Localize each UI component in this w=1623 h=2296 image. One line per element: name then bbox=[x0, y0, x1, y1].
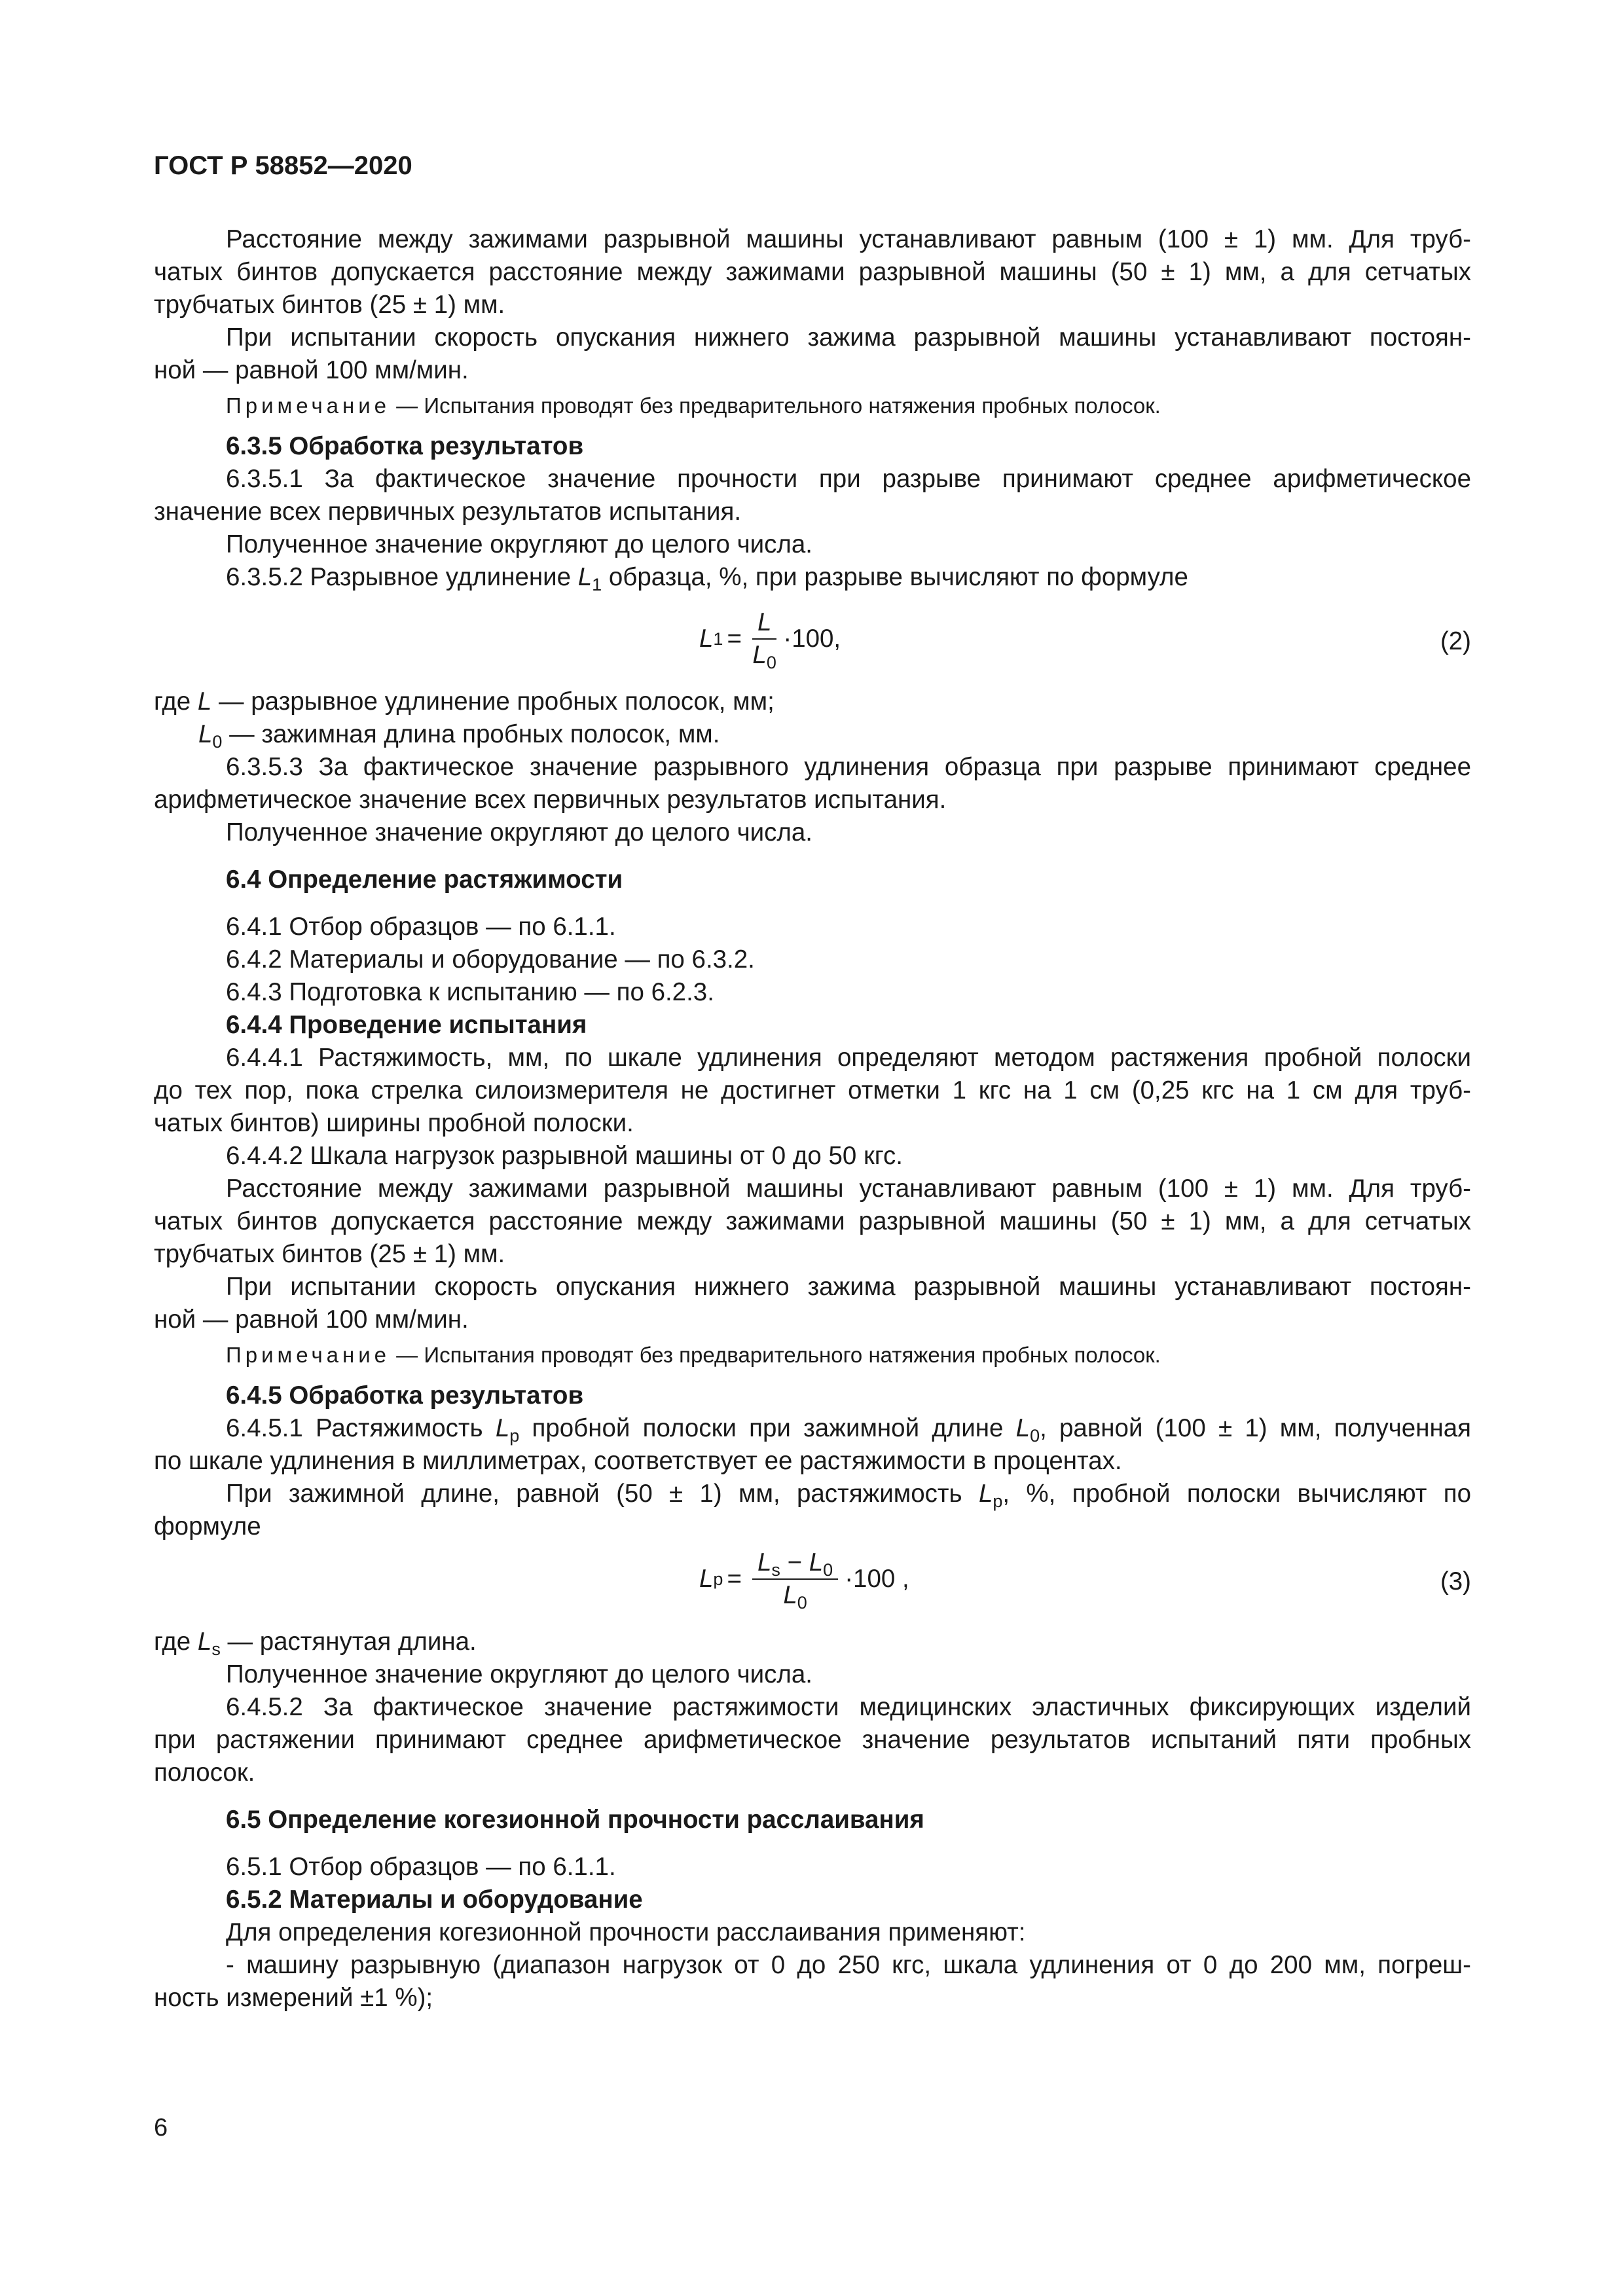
section-heading: 6.3.5 Обработка результатов bbox=[226, 432, 584, 460]
equals-sign: = bbox=[727, 1565, 742, 1593]
paragraph: полосок. bbox=[154, 1758, 255, 1787]
section-heading: 6.4.5 Обработка результатов bbox=[226, 1381, 584, 1410]
paragraph: При испытании скорость опускания нижнего зажима разрывной машины устанавливают постоян- bbox=[226, 323, 1471, 352]
paragraph: ной — равной 100 мм/мин. bbox=[154, 1305, 469, 1334]
note bbox=[154, 1339, 1471, 1372]
text-run: , %, пробной полоски вычисляют по bbox=[1002, 1480, 1471, 1508]
text-run: образца, %, при разрыве вычисляют по формуле bbox=[602, 563, 1188, 591]
paragraph: чатых бинтов допускается расстояние между зажимами разрывной машины (50 ± 1) мм, а для сетчатых bbox=[154, 258, 1471, 286]
formula-symbol: L bbox=[752, 641, 767, 669]
document-header: ГОСТ Р 58852—2020 bbox=[154, 151, 412, 180]
paragraph: Расстояние между зажимами разрывной машины устанавливают равным (100 ± 1) мм. Для труб- bbox=[226, 1175, 1471, 1203]
paragraph: Расстояние между зажимами разрывной машины устанавливают равным (100 ± 1) мм. Для труб- bbox=[226, 225, 1471, 253]
section-heading: 6.4.4 Проведение испытания bbox=[226, 1011, 587, 1039]
note-text: — Испытания проводят без предварительного натяжения пробных полосок. bbox=[390, 1343, 1161, 1367]
text-run: где bbox=[154, 1628, 198, 1656]
formula-symbol: L bbox=[699, 1565, 714, 1593]
paragraph bbox=[154, 1478, 1471, 1510]
subscript: 0 bbox=[1030, 1426, 1040, 1446]
paragraph: по шкале удлинения в миллиметрах, соответствует ее растяжимости в процентах. bbox=[154, 1447, 1122, 1475]
subscript: 0 bbox=[823, 1560, 833, 1580]
paragraph: трубчатых бинтов (25 ± 1) мм. bbox=[154, 1240, 505, 1268]
formula-number: (2) bbox=[1440, 627, 1471, 655]
formula-text: 100, bbox=[792, 625, 841, 653]
formula-expression: L p = $\frac{L_s - L_0}{L_0}$ · 100 , bbox=[699, 1548, 909, 1613]
formula-symbol: L bbox=[699, 625, 714, 653]
subscript: 1 bbox=[592, 575, 602, 594]
paragraph: трубчатых бинтов (25 ± 1) мм. bbox=[154, 291, 505, 319]
paragraph: 6.3.5.3 За фактическое значение разрывного удлинения образца при разрыве принимают среднее bbox=[226, 753, 1471, 781]
paragraph: Полученное значение округляют до целого числа. bbox=[226, 818, 812, 847]
paragraph: 6.5.1 Отбор образцов — по 6.1.1. bbox=[226, 1853, 616, 1881]
note-label: Примечание bbox=[226, 393, 391, 418]
paragraph bbox=[154, 718, 1471, 751]
minus-sign: − bbox=[787, 1548, 803, 1576]
paragraph: Полученное значение округляют до целого числа. bbox=[226, 1660, 812, 1688]
numerator bbox=[752, 608, 776, 640]
equals-sign: = bbox=[727, 625, 742, 653]
multiply-dot: · bbox=[845, 1565, 854, 1593]
formula-expression: L 1 = $\frac{L}{L_0}$ · 100, bbox=[699, 608, 841, 672]
paragraph: значение всех первичных результатов испытания. bbox=[154, 498, 742, 526]
page-number: 6 bbox=[154, 2114, 168, 2141]
numerator bbox=[752, 1548, 838, 1580]
multiply-dot: · bbox=[783, 625, 792, 653]
formula-number: (3) bbox=[1440, 1567, 1471, 1595]
subscript: s bbox=[771, 1560, 780, 1580]
formula-symbol: L bbox=[197, 687, 212, 716]
paragraph: чатых бинтов допускается расстояние между зажимами разрывной машины (50 ± 1) мм, а для сетчатых bbox=[154, 1207, 1471, 1235]
paragraph: арифметическое значение всех первичных результатов испытания. bbox=[154, 786, 947, 814]
text-run: При зажимной длине, равной (50 ± 1) мм, растяжимость bbox=[226, 1480, 979, 1508]
formula-symbol: L bbox=[783, 1581, 797, 1609]
paragraph: чатых бинтов) ширины пробной полоски. bbox=[154, 1109, 634, 1137]
paragraph: 6.4.5.2 За фактическое значение растяжимости медицинских эластичных фиксирующих изделий bbox=[226, 1693, 1471, 1721]
paragraph: ность измерений ±1 %); bbox=[154, 1984, 433, 2012]
text-run: 6.3.5.2 Разрывное удлинение bbox=[226, 563, 578, 591]
subscript: p bbox=[993, 1491, 1003, 1511]
paragraph: - машину разрывную (диапазон нагрузок от 0 до 250 кгс, шкала удлинения от 0 до 200 мм, погреш- bbox=[226, 1951, 1471, 1979]
formula-3 bbox=[154, 1543, 1471, 1622]
paragraph: формуле bbox=[154, 1512, 261, 1540]
paragraph: 6.3.5.1 За фактическое значение прочности при разрыве принимают среднее арифметическое bbox=[226, 465, 1471, 493]
text-run: где bbox=[154, 687, 198, 716]
note-label: Примечание bbox=[226, 1343, 391, 1367]
paragraph bbox=[154, 1412, 1471, 1445]
paragraph: 6.4.1 Отбор образцов — по 6.1.1. bbox=[226, 913, 616, 941]
formula-text: 100 , bbox=[853, 1565, 909, 1593]
formula-symbol: L bbox=[757, 608, 772, 636]
fraction bbox=[752, 1548, 838, 1613]
subscript: 0 bbox=[212, 732, 223, 752]
paragraph bbox=[154, 561, 1471, 594]
paragraph: 6.4.4.1 Растяжимость, мм, по шкале удлинения определяют методом растяжения пробной полоски bbox=[226, 1044, 1471, 1072]
note-text: — Испытания проводят без предварительного натяжения пробных полосок. bbox=[390, 393, 1161, 418]
paragraph bbox=[154, 685, 1471, 718]
paragraph: 6.4.2 Материалы и оборудование — по 6.3.2. bbox=[226, 945, 755, 974]
paragraph: Полученное значение округляют до целого числа. bbox=[226, 530, 812, 558]
text-run: — разрывное удлинение пробных полосок, мм; bbox=[211, 687, 775, 716]
formula-symbol: L bbox=[809, 1548, 824, 1576]
text-run: — зажимная длина пробных полосок, мм. bbox=[222, 720, 720, 748]
subscript: p bbox=[509, 1426, 520, 1446]
section-heading: 6.5 Определение когезионной прочности расслаивания bbox=[226, 1806, 924, 1834]
formula-symbol: L bbox=[198, 720, 213, 748]
text-run: — растянутая длина. bbox=[220, 1628, 477, 1656]
note bbox=[154, 390, 1471, 422]
subscript: 0 bbox=[766, 653, 776, 672]
subscript: s bbox=[211, 1639, 221, 1659]
text-run: пробной полоски при зажимной длине bbox=[519, 1414, 1016, 1442]
section-heading: 6.4 Определение растяжимости bbox=[226, 866, 623, 894]
text-run: 6.4.5.1 Растяжимость bbox=[226, 1414, 496, 1442]
paragraph: Для определения когезионной прочности расслаивания применяют: bbox=[226, 1918, 1026, 1946]
paragraph: 6.4.4.2 Шкала нагрузок разрывной машины от 0 до 50 кгс. bbox=[226, 1142, 903, 1170]
paragraph: при растяжении принимают среднее арифметическое значение результатов испытаний пяти пробных bbox=[154, 1726, 1471, 1754]
subscript: 0 bbox=[797, 1593, 807, 1613]
formula-symbol: L bbox=[757, 1548, 772, 1576]
denominator bbox=[752, 640, 776, 670]
paragraph: до тех пор, пока стрелка силоизмерителя не достигнет отметки 1 кгс на 1 см (0,25 кгс на 1 см для труб- bbox=[154, 1076, 1471, 1104]
formula-symbol: L bbox=[978, 1480, 993, 1508]
paragraph: При испытании скорость опускания нижнего зажима разрывной машины устанавливают постоян- bbox=[226, 1273, 1471, 1301]
formula-symbol: L bbox=[495, 1414, 510, 1442]
paragraph: ной — равной 100 мм/мин. bbox=[154, 356, 469, 384]
formula-symbol: L bbox=[197, 1628, 212, 1656]
document-body bbox=[154, 223, 1471, 2014]
paragraph bbox=[154, 1626, 1471, 1658]
symbol-L: L bbox=[577, 563, 593, 591]
formula-symbol: L bbox=[1015, 1414, 1030, 1442]
section-heading: 6.5.2 Материалы и оборудование bbox=[226, 1886, 643, 1914]
text-run: , равной (100 ± 1) мм, полученная bbox=[1040, 1414, 1472, 1442]
formula-2 bbox=[154, 603, 1471, 682]
denominator bbox=[783, 1580, 807, 1613]
fraction bbox=[752, 608, 776, 670]
paragraph: 6.4.3 Подготовка к испытанию — по 6.2.3. bbox=[226, 978, 714, 1006]
